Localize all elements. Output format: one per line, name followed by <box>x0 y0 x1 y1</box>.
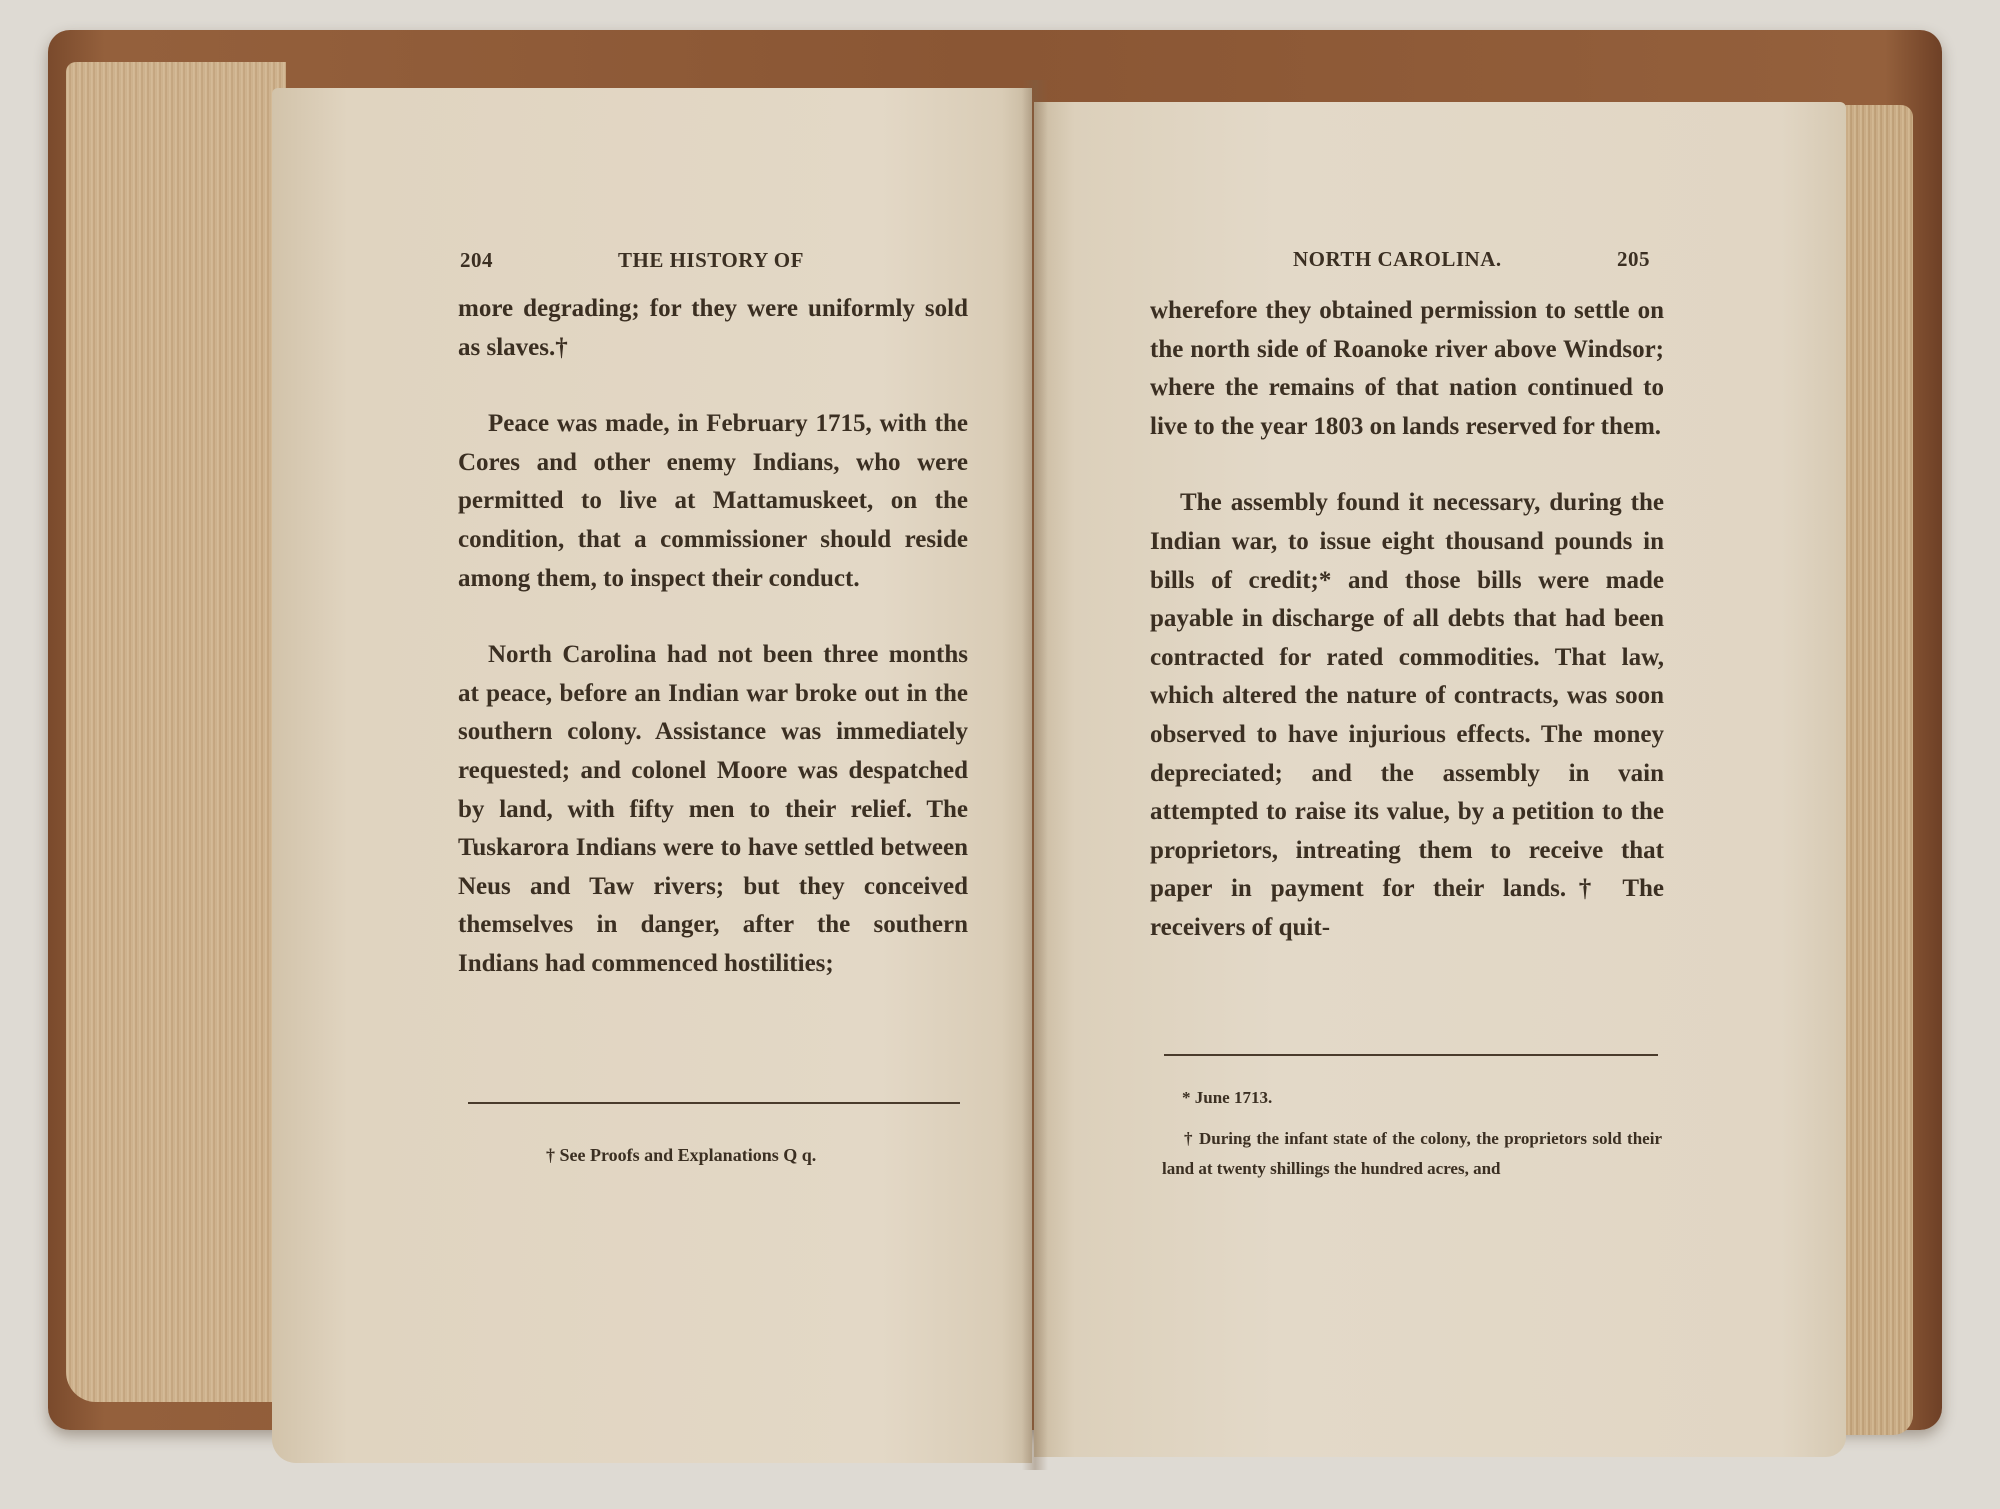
right-footnote-2: † During the infant state of the colony, the proprietors sold their land at twenty shillings the hundred acres, and <box>1162 1129 1662 1178</box>
right-page-number: 205 <box>1617 247 1650 271</box>
left-running-head: THE HISTORY OF <box>618 248 804 272</box>
page-edges-right <box>1835 105 1913 1435</box>
right-running-head: NORTH CAROLINA. <box>1293 247 1502 271</box>
left-page-body <box>458 290 968 984</box>
book-gutter <box>1022 80 1048 1470</box>
left-page-number: 204 <box>460 248 493 272</box>
left-paragraph-1: more degrading; for they were uniformly sold as slaves.† <box>458 295 968 361</box>
left-paragraph-3: North Carolina had not been three months at peace, before an Indian war broke out in the southern colony. Assistance was immediately requested; and colonel Moore was despatched by land, with fifty men to their relief. The Tuskarora Indians were to have settled between Neus and Taw rivers; but they conceived themselves in danger, after the southern Indians had commenced hostilities; <box>458 641 968 977</box>
right-footnote-rule <box>1164 1054 1658 1056</box>
left-paragraph-2: Peace was made, in February 1715, with the Cores and other enemy Indians, who were permitted to live at Mattamuskeet, on the condition, that a commissioner should reside among them, to inspect their conduct. <box>458 410 968 592</box>
left-footnote-rule <box>468 1102 960 1104</box>
left-footnote: † See Proofs and Explanations Q q. <box>546 1145 817 1165</box>
right-footnote-1: * June 1713. <box>1182 1088 1273 1107</box>
right-paragraph-2: The assembly found it necessary, during the Indian war, to issue eight thousand pounds in bills of credit;* and those bills were made payable in discharge of all debts that had been contracted for rated commodities. That law, which altered the nature of contracts, was soon observed to have injurious effects. The money depreciated; and the assembly in vain attempted to raise its value, by a petition to the proprietors, intreating them to receive that paper in payment for their lands.† The receivers of quit- <box>1150 489 1664 941</box>
right-paragraph-1: wherefore they obtained permission to settle on the north side of Roanoke river above Windsor; where the remains of that nation continued to live to the year 1803 on lands reserved for them. <box>1150 297 1664 440</box>
right-page-body <box>1150 292 1664 948</box>
page-edges-left <box>66 62 286 1402</box>
